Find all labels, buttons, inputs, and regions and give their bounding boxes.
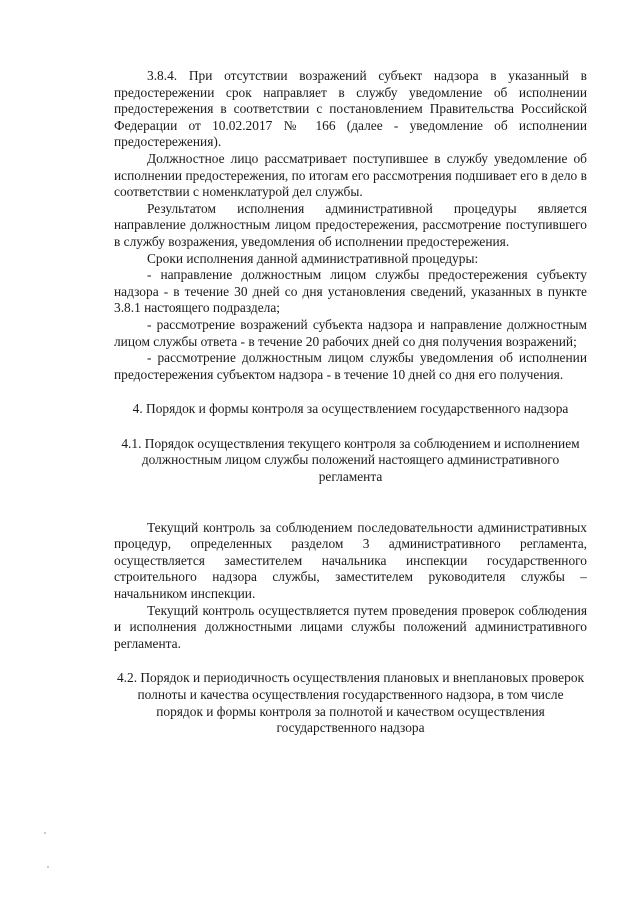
section-heading-4: 4. Порядок и формы контроля за осуществлением государственного надзора [132,401,569,417]
list-item-deadline-2: - рассмотрение возражений субъекта надзора и направление должностным лицом службы ответа - в течение 20 рабочих дней со дня получения возражений; [114,316,587,349]
paragraph-current-control: Текущий контроль за соблюдением последовательности административных процедур, определенных разделом 3 административного регламента, осуществляется заместителем начальника инспекции государственного строительного надзора службы, заместителем руководителя службы – начальником инспекции. [114,519,587,602]
list-item-deadline-3: - рассмотрение должностным лицом службы уведомления об исполнении предостережения субъектом надзора - в течение 10 дней со дня его получения. [114,350,587,382]
scan-speck [44,832,46,834]
scan-speck [47,866,49,868]
paragraph-deadlines-intro: Сроки исполнения данной административной процедуры: [147,250,479,266]
paragraph-3-8-4: 3.8.4. При отсутствии возражений субъект надзора в указанный в предостережении срок направляет в службу уведомление об исполнении предостережения в соответствии с постановлением Правительства Российской Федерации от 10.02.2017 № 166 (далее - уведомление об исполнении предостережения). [114,68,587,150]
paragraph-notice-review: Должностное лицо рассматривает поступившее в службу уведомление об исполнении предостережения, по итогам его рассмотрения подшивает его в дело в соответствии с номенклатурой дел службы. [114,150,587,200]
subsection-heading-4-1: 4.1. Порядок осуществления текущего контроля за соблюдением и исполнением должностным лицом службы положений настоящего административного регламента [121,435,580,485]
paragraph-control-method: Текущий контроль осуществляется путем проведения проверок соблюдения и исполнения должностными лицами службы положений административного регламента. [114,602,587,651]
list-item-deadline-1: - направление должностным лицом службы предостережения субъекту надзора - в течение 30 дней со дня установления сведений, указанных в пункте 3.8.1 настоящего подраздела; [114,267,587,316]
subsection-heading-4-2: 4.2. Порядок и периодичность осуществления плановых и внеплановых проверок полноты и качества осуществления государственного надзора, в том числе порядок и формы контроля за полнотой и качеством осуществления государственного надзора [116,670,585,736]
paragraph-result: Результатом исполнения административной процедуры является направление должностным лицом предостережения, рассмотрение поступившего в службу возражения, уведомления об исполнении предостережения. [114,200,587,249]
